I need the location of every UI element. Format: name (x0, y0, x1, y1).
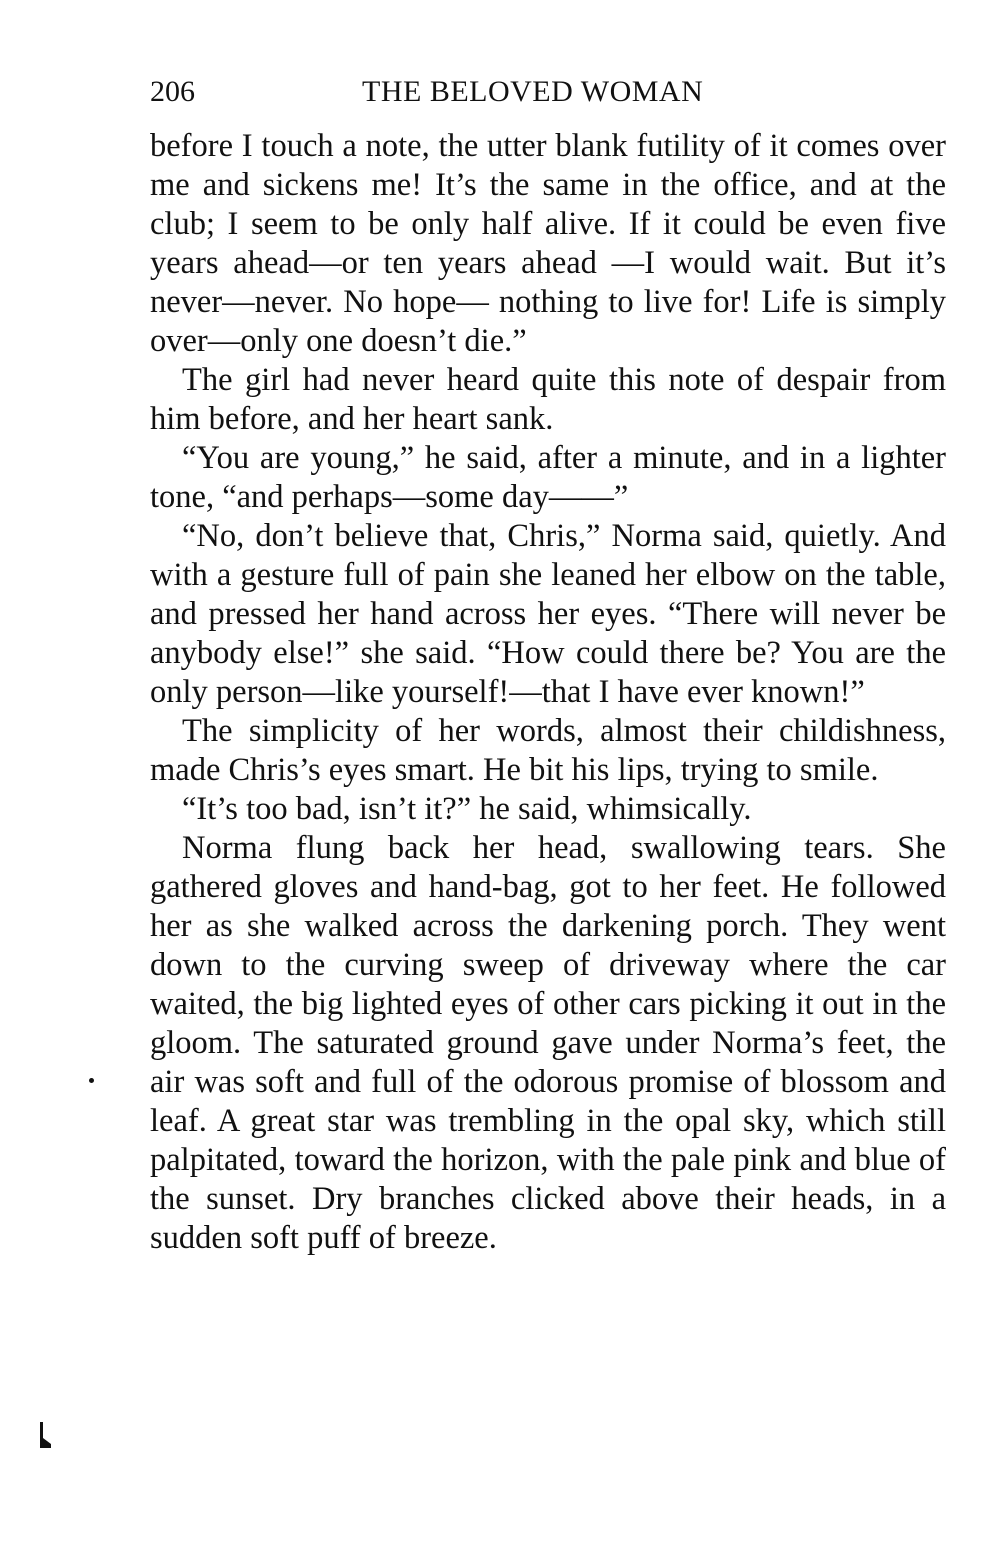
margin-dot-mark (89, 1078, 94, 1083)
corner-scan-mark (38, 1422, 52, 1448)
paragraph: The simplicity of her words, almost their childishness, made Chris’s eyes smart. He bit his lips, trying to smile. (150, 713, 946, 788)
page-number: 206 (150, 75, 195, 108)
page-header (148, 72, 948, 112)
paragraph: The girl had never heard quite this note of despair from him before, and her heart sank. (150, 362, 946, 437)
paragraph: “No, don’t believe that, Chris,” Norma said, quietly. And with a gesture full of pain she leaned her elbow on the table, and pressed her hand across her eyes. “There will never be anybody else!” she said. “How could there be? You are the only person—like yourself!—that I have ever known!” (150, 518, 946, 710)
paragraph: Norma flung back her head, swallowing tears. She gathered gloves and hand-bag, got to her feet. He followed her as she walked across the darkening porch. They went down to the curving sweep of driveway where the car waited, the big lighted eyes of other cars picking it out in the gloom. The saturated ground gave under Norma’s feet, the air was soft and full of the odorous promise of blossom and leaf. A great star was trembling in the opal sky, which still palpitated, toward the horizon, with the pale pink and blue of the sunset. Dry branches clicked above their heads, in a sudden soft puff of breeze. (150, 830, 946, 1256)
running-title: THE BELOVED WOMAN (362, 75, 704, 108)
body-text (150, 127, 946, 1258)
paragraph: “You are young,” he said, after a minute, and in a lighter tone, “and perhaps—some day——” (150, 440, 946, 515)
paragraph-continued: before I touch a note, the utter blank futility of it comes over me and sickens me! It’s the same in the office, and at the club; I seem to be only half alive. If it could be even five years ahead—or ten years ahead —I would wait. But it’s never—never. No hope— nothing to live for! Life is simply over—only one doesn’t die.” (150, 128, 946, 359)
paragraph: “It’s too bad, isn’t it?” he said, whimsically. (182, 791, 752, 827)
